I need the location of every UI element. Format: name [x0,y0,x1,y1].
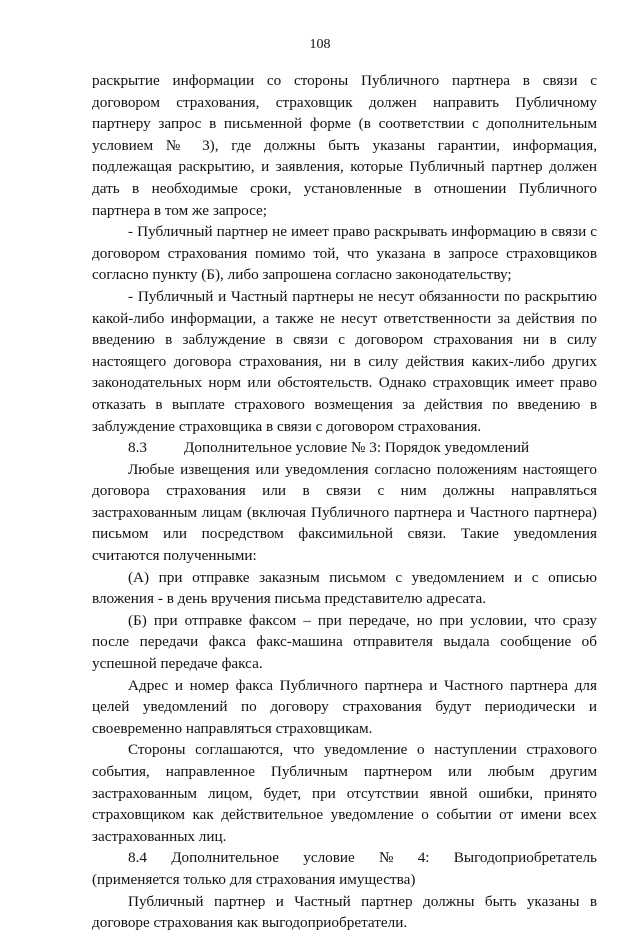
paragraph: Адрес и номер факса Публичного партнера и Частного партнера для целей уведомлений по договору страхования будут периодически и своевременно направляться страховщикам. [92,676,597,737]
document-body [92,70,597,934]
paragraph: - Публичный партнер не имеет право раскрывать информацию в связи с договором страхования помимо той, что указана в запросе страховщиков согласно пункту (Б), либо запрошена согласно законодательству; [92,223,597,284]
section-title-word: 4: [417,849,430,867]
section-heading-8-4 [92,847,597,869]
paragraph: (применяется только для страхования имущества) [92,870,416,888]
section-number: 8.3 [128,439,147,457]
paragraph: Стороны соглашаются, что уведомление о наступлении страхового события, направленное Публичным партнером или любым другим застрахованным лицом, будет, при отсутствии явной ошибки, принято страховщиком как действительное уведомление о событии от имени всех застрахованных лиц. [92,741,597,845]
paragraph: (Б) при отправке факсом – при передаче, но при условии, что сразу после передачи факса факс-машина отправителя выдала сообщение об успешной передаче факса. [92,611,597,673]
section-title-word: № [379,849,394,867]
section-title: Дополнительное условие № 3: Порядок уведомлений [184,439,530,457]
section-title-word: Выгодоприобретатель [453,849,597,867]
paragraph: Публичный партнер и Частный партнер должны быть указаны в договоре страхования как выгодоприобретатели. [92,892,597,932]
paragraph: (А) при отправке заказным письмом с уведомлением и с описью вложения - в день вручения письма представителю адресата. [92,568,597,608]
section-number: 8.4 [128,849,147,867]
section-title-word: условие [303,849,355,867]
section-title-word: Дополнительное [171,849,280,867]
paragraph: раскрытие информации со стороны Публичного партнера в связи с договором страхования, страховщик должен направить Публичному партнеру запрос в письменной форме (в соответствии с дополнительным условием № 3), где должны быть указаны гарантии, информация, подлежащая раскрытию, и заявления, которые Публичный партнер должен дать в необходимые сроки, установленные в отношении Публичного партнера в том же запросе; [92,72,597,219]
paragraph: Любые извещения или уведомления согласно положениям настоящего договора страхования или в связи с ним должны направляться застрахованным лицам (включая Публичного партнера и Частного партнера) письмом или посредством факсимильной связи. Такие уведомления считаются полученными: [92,460,597,565]
paragraph: - Публичный и Частный партнеры не несут обязанности по раскрытию какой-либо информации, а также не несут ответственности за действия по введению в заблуждение в связи с договором страхования ни в силу настоящего договора страхования, ни в силу действия каких-либо других законодательных норм или обстоятельств. Однако страховщик имеет право отказать в выплате страхового возмещения за действия по введению в заблуждение страховщика в связи с договором страхования. [92,287,597,435]
section-heading-8-3 [92,437,597,459]
page-number: 108 [309,37,331,52]
